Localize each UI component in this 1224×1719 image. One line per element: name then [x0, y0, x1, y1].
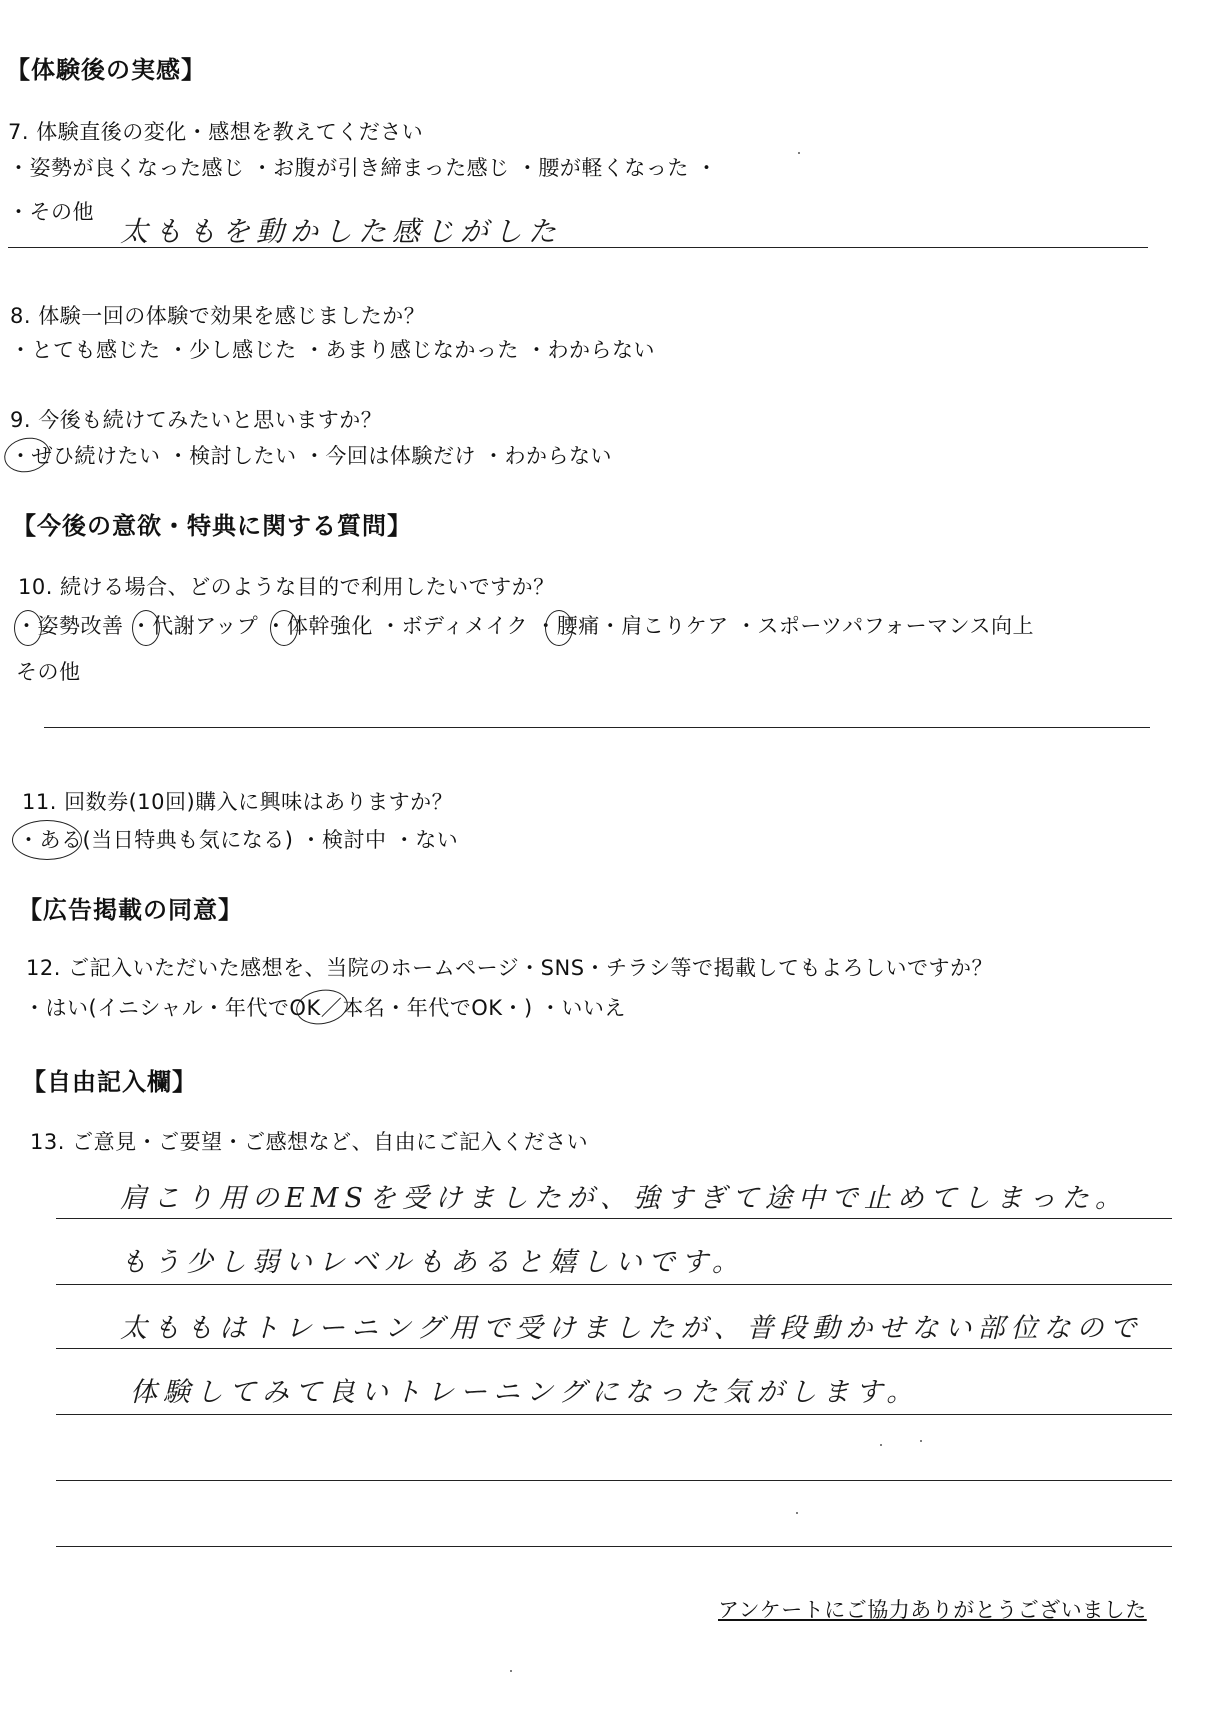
scan-speck	[920, 1440, 922, 1442]
question-7-options: ・姿勢が良くなった感じ ・お腹が引き締まった感じ ・腰が軽くなった ・	[8, 156, 718, 180]
question-8: 8. 体験一回の体験で効果を感じましたか？	[10, 304, 426, 328]
scan-speck	[796, 1512, 798, 1514]
question-10: 10. 続ける場合、どのような目的で利用したいですか？	[18, 575, 555, 599]
selection-circle-q11	[12, 820, 82, 860]
handwritten-line-1: 肩こり用のEMSを受けましたが、強すぎて途中で止めてしまった。	[120, 1183, 1128, 1214]
question-13: 13. ご意見・ご要望・ご感想など、自由にご記入ください	[30, 1130, 589, 1154]
question-10-options: ・姿勢改善 ・代謝アップ ・体幹強化 ・ボディメイク ・腰痛・肩こりケア ・スポーツパフォーマンス向上	[16, 614, 1034, 638]
section-heading-ad: 【広告掲載の同意】	[18, 896, 243, 924]
question-7-handwritten-answer: 太ももを動かした感じがした	[120, 215, 563, 248]
answer-line-4	[56, 1414, 1172, 1415]
section-heading-free: 【自由記入欄】	[22, 1068, 197, 1096]
question-11-options: ・ある(当日特典も気になる) ・検討中 ・ない	[18, 828, 459, 852]
answer-line-2	[56, 1284, 1172, 1285]
question-12: 12. ご記入いただいた感想を、当院のホームページ・SNS・チラシ等で掲載してもよろしいですか？	[26, 956, 994, 980]
question-9-options: ・ぜひ続けたい ・検討したい ・今回は体験だけ ・わからない	[10, 444, 613, 468]
handwritten-line-3: 太ももはトレーニング用で受けましたが、普段動かせない部位なので	[120, 1313, 1143, 1344]
question-8-options: ・とても感じた ・少し感じた ・あまり感じなかった ・わからない	[10, 338, 656, 362]
selection-circle-q10-core	[270, 610, 298, 646]
question-12-options: ・はい(イニシャル・年代でOK／本名・年代でOK・) ・いいえ	[24, 996, 626, 1020]
scan-speck	[798, 152, 800, 154]
selection-circle-q10-posture	[14, 610, 42, 646]
question-7: 7. 体験直後の変化・感想を教えてください	[8, 120, 424, 144]
answer-line-3	[56, 1348, 1172, 1349]
question-9: 9. 今後も続けてみたいと思いますか？	[10, 408, 383, 432]
selection-circle-q10-back	[545, 610, 573, 646]
question-10-answer-line	[44, 727, 1150, 728]
scan-speck	[880, 1444, 882, 1446]
section-heading-future: 【今後の意欲・特典に関する質問】	[12, 512, 412, 540]
answer-line-5	[56, 1480, 1172, 1481]
handwritten-line-2: もう少し弱いレベルもあると嬉しいです。	[120, 1247, 745, 1278]
scan-speck	[510, 1670, 512, 1672]
question-7-other-label: ・その他	[8, 200, 94, 224]
footer-thanks: アンケートにご協力ありがとうございました	[718, 1598, 1147, 1622]
question-11: 11. 回数券(10回)購入に興味はありますか？	[22, 790, 454, 814]
selection-circle-q10-metabolism	[132, 610, 160, 646]
answer-line-6	[56, 1546, 1172, 1547]
handwritten-line-4: 体験してみて良いトレーニングになった気がします。	[130, 1377, 920, 1408]
answer-line-1	[56, 1218, 1172, 1219]
question-10-other-label: その他	[16, 660, 81, 684]
question-7-answer-line	[8, 247, 1148, 248]
section-heading-after: 【体験後の実感】	[6, 56, 206, 84]
